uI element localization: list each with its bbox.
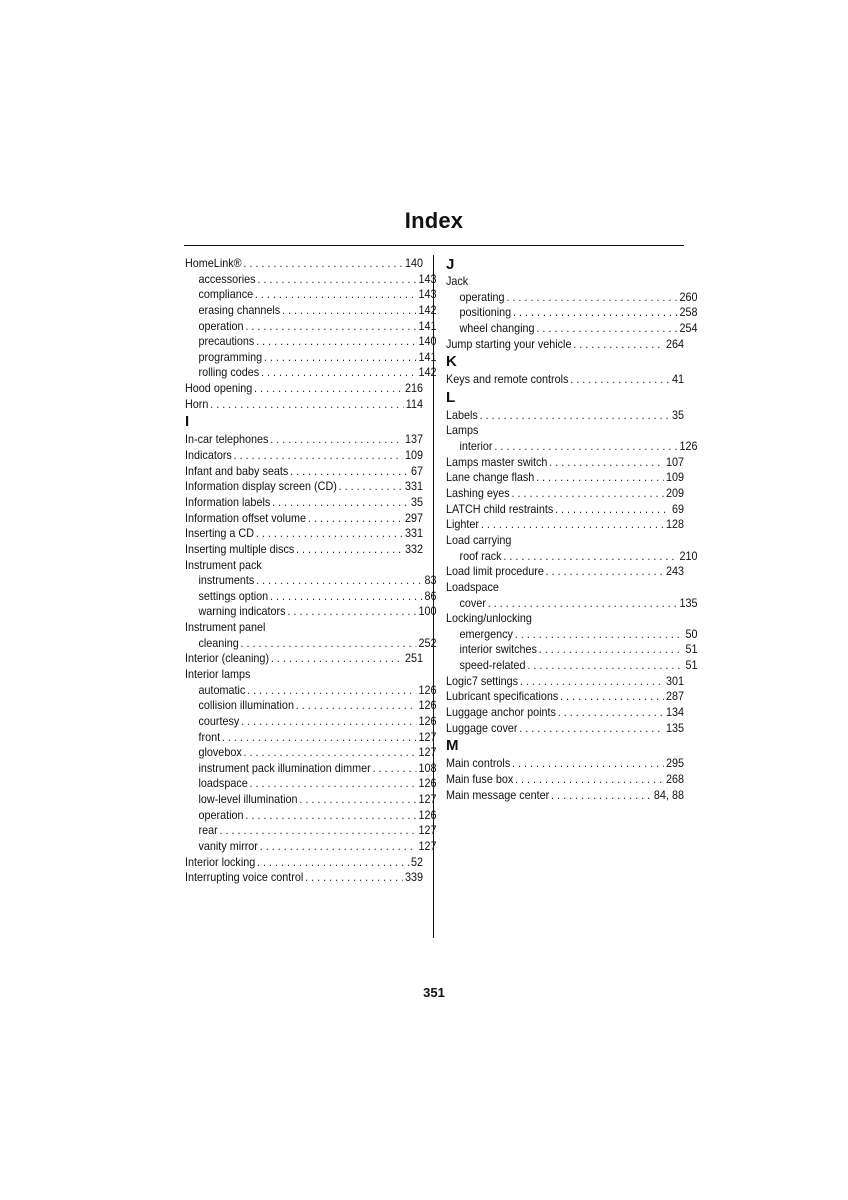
dot-leader xyxy=(290,464,409,480)
index-page-ref: 84, 88 xyxy=(653,787,684,802)
dot-leader xyxy=(520,674,664,690)
index-term: Loadspace xyxy=(446,579,499,594)
dot-leader xyxy=(282,303,417,319)
index-entry xyxy=(185,448,423,464)
index-page-ref: 126 xyxy=(679,439,698,454)
index-subentry xyxy=(185,823,436,839)
index-entry xyxy=(185,464,423,480)
index-entry xyxy=(446,788,684,804)
index-entry xyxy=(185,479,423,495)
index-term: accessories xyxy=(198,271,256,286)
index-entry xyxy=(446,486,684,502)
index-entry xyxy=(446,580,684,596)
index-page-ref: 52 xyxy=(410,854,423,869)
index-page-ref: 252 xyxy=(418,635,437,650)
index-term: speed-related xyxy=(459,658,526,673)
dot-leader xyxy=(513,305,678,321)
index-page-ref: 128 xyxy=(665,517,684,532)
index-term: Inserting multiple discs xyxy=(185,541,295,556)
dot-leader xyxy=(261,365,417,381)
index-term: Jack xyxy=(446,273,469,288)
index-letter-heading: M xyxy=(446,737,459,755)
index-term: Keys and remote controls xyxy=(446,372,569,387)
index-term: Instrument panel xyxy=(185,620,266,635)
index-entry xyxy=(446,372,684,388)
index-term: Main fuse box xyxy=(446,771,514,786)
index-page-ref: 135 xyxy=(679,595,698,610)
index-page-ref: 109 xyxy=(665,470,684,485)
index-subentry xyxy=(446,290,697,306)
index-term: Logic7 settings xyxy=(446,673,519,688)
index-letter-heading: I xyxy=(185,413,190,431)
dot-leader xyxy=(243,256,403,272)
index-term: interior switches xyxy=(459,642,537,657)
index-subentry xyxy=(185,714,436,730)
dot-leader xyxy=(264,350,417,366)
dot-leader xyxy=(506,290,677,306)
index-entry xyxy=(185,651,423,667)
index-page-ref: 209 xyxy=(665,486,684,501)
index-term: Lubricant specifications xyxy=(446,689,559,704)
index-page-ref: 143 xyxy=(418,287,437,302)
dot-leader xyxy=(503,549,677,565)
index-term: Lamps xyxy=(446,423,479,438)
index-subentry xyxy=(185,604,436,620)
index-page-ref: 135 xyxy=(665,720,684,735)
index-term: loadspace xyxy=(198,776,248,791)
index-subentry xyxy=(185,730,436,746)
index-entry xyxy=(446,337,684,353)
index-entry xyxy=(446,564,684,580)
dot-leader xyxy=(551,788,652,804)
index-term: cover xyxy=(459,595,486,610)
index-term: Load carrying xyxy=(446,532,512,547)
index-term: operation xyxy=(198,318,244,333)
dot-leader xyxy=(308,511,403,527)
index-term: warning indicators xyxy=(198,604,286,619)
dot-leader xyxy=(558,705,664,721)
dot-leader xyxy=(536,470,664,486)
index-page-ref: 339 xyxy=(404,870,423,885)
index-subentry xyxy=(185,365,436,381)
index-term: courtesy xyxy=(198,713,240,728)
index-page-ref: 126 xyxy=(418,713,437,728)
dot-leader xyxy=(210,397,404,413)
dot-leader xyxy=(271,651,403,667)
index-entry xyxy=(446,408,684,424)
index-page-ref: 258 xyxy=(679,305,698,320)
index-term: precautions xyxy=(198,334,255,349)
index-page-ref: 126 xyxy=(418,807,437,822)
index-entry xyxy=(185,855,423,871)
index-subentry xyxy=(185,698,436,714)
index-page-ref: 134 xyxy=(665,705,684,719)
index-page-ref: 295 xyxy=(665,756,684,771)
index-term: operation xyxy=(198,807,244,822)
index-entry xyxy=(446,455,684,471)
dot-leader xyxy=(256,334,416,350)
index-entry xyxy=(446,674,684,690)
index-subentry xyxy=(185,589,436,605)
index-page-ref: 50 xyxy=(685,626,698,641)
index-term: low-level illumination xyxy=(198,792,298,807)
index-term: Interrupting voice control xyxy=(185,870,304,885)
index-term: HomeLink® xyxy=(185,255,242,270)
index-subentry xyxy=(446,642,697,658)
index-page-ref: 143 xyxy=(418,271,437,286)
dot-leader xyxy=(244,745,417,761)
index-page-ref: 69 xyxy=(671,501,684,516)
index-entry xyxy=(185,870,423,886)
dot-leader xyxy=(241,636,417,652)
index-page-ref: 331 xyxy=(404,526,423,541)
dot-leader xyxy=(257,272,416,288)
index-subentry xyxy=(185,792,436,808)
dot-leader xyxy=(270,432,403,448)
index-term: cleaning xyxy=(198,635,239,650)
dot-leader xyxy=(241,714,417,730)
dot-leader xyxy=(512,756,664,772)
index-page-ref: 137 xyxy=(404,432,423,447)
index-column-right xyxy=(446,256,698,803)
index-subentry xyxy=(185,303,436,319)
index-term: Luggage anchor points xyxy=(446,705,556,719)
index-term: Lighter xyxy=(446,517,480,532)
index-page-ref: 251 xyxy=(404,651,423,666)
dot-leader xyxy=(245,808,416,824)
dot-leader xyxy=(515,627,684,643)
dot-leader xyxy=(511,486,664,502)
index-page-ref: 35 xyxy=(671,407,684,422)
index-term: Lamps master switch xyxy=(446,454,548,469)
index-page-ref: 142 xyxy=(418,365,437,380)
dot-leader xyxy=(257,855,409,871)
index-page-ref: 67 xyxy=(410,463,423,478)
index-subentry xyxy=(446,549,697,565)
index-page-ref: 127 xyxy=(418,745,437,760)
index-term: In-car telephones xyxy=(185,432,269,447)
index-entry xyxy=(185,620,423,636)
dot-leader xyxy=(296,698,417,714)
index-page-ref: 260 xyxy=(679,289,698,304)
dot-leader xyxy=(555,502,670,518)
index-term: positioning xyxy=(459,305,512,320)
index-term: collision illumination xyxy=(198,698,294,713)
dot-leader xyxy=(245,319,416,335)
index-page-ref: 301 xyxy=(665,673,684,688)
index-page-ref: 108 xyxy=(418,760,437,775)
index-term: Horn xyxy=(185,396,209,411)
dot-leader xyxy=(272,495,409,511)
dot-leader xyxy=(287,604,416,620)
dot-leader xyxy=(270,589,423,605)
index-term: emergency xyxy=(459,626,513,641)
dot-leader xyxy=(247,683,417,699)
index-term: Main controls xyxy=(446,756,511,771)
index-term: Information offset volume xyxy=(185,510,307,525)
index-entry xyxy=(446,689,684,705)
dot-leader xyxy=(339,479,403,495)
index-term: Locking/unlocking xyxy=(446,611,532,626)
index-page-ref: 127 xyxy=(418,823,437,838)
index-term: glovebox xyxy=(198,745,242,760)
dot-leader xyxy=(536,321,677,337)
dot-leader xyxy=(373,761,417,777)
index-page-ref: 268 xyxy=(665,771,684,786)
index-entry xyxy=(446,533,684,549)
dot-leader xyxy=(255,287,417,303)
dot-leader xyxy=(234,448,404,464)
index-term: wheel changing xyxy=(459,320,535,335)
index-entry xyxy=(446,721,684,737)
index-entry xyxy=(446,470,684,486)
index-entry xyxy=(446,517,684,533)
index-page-ref: 140 xyxy=(418,334,437,349)
dot-leader xyxy=(220,823,417,839)
index-page-ref: 114 xyxy=(405,396,423,411)
index-page-ref: 107 xyxy=(665,454,684,469)
dot-leader xyxy=(254,381,403,397)
index-subentry xyxy=(185,761,436,777)
index-term: Labels xyxy=(446,407,478,422)
dot-leader xyxy=(527,658,683,674)
dot-leader xyxy=(260,839,417,855)
index-entry xyxy=(185,542,423,558)
index-letter-heading: K xyxy=(446,353,457,371)
index-subentry xyxy=(446,596,697,612)
index-page-ref: 127 xyxy=(418,729,437,744)
index-subentry xyxy=(185,287,436,303)
dot-leader xyxy=(222,730,417,746)
index-subentry xyxy=(446,439,697,455)
index-term: Inserting a CD xyxy=(185,526,255,541)
index-term: Instrument pack xyxy=(185,557,262,572)
index-subentry xyxy=(185,350,436,366)
index-subentry xyxy=(446,321,697,337)
dot-leader xyxy=(546,564,664,580)
index-page-ref: 51 xyxy=(685,642,698,657)
index-page-ref: 126 xyxy=(418,698,437,713)
index-page-ref: 41 xyxy=(671,372,684,387)
index-page-ref: 210 xyxy=(679,548,698,563)
index-term: Information display screen (CD) xyxy=(185,479,337,494)
index-term: automatic xyxy=(198,682,246,697)
index-page-ref: 35 xyxy=(410,494,423,509)
dot-leader xyxy=(299,792,416,808)
index-page-ref: 141 xyxy=(418,349,437,364)
index-page-ref: 332 xyxy=(404,541,423,556)
index-entry xyxy=(185,667,423,683)
index-term: Interior lamps xyxy=(185,667,251,681)
index-term: front xyxy=(198,729,221,744)
index-term: Infant and baby seats xyxy=(185,463,289,478)
index-term: interior xyxy=(459,439,493,454)
index-page-ref: 109 xyxy=(404,448,423,463)
index-term: rolling codes xyxy=(198,365,260,380)
index-page-ref: 86 xyxy=(424,588,437,603)
index-term: Interior (cleaning) xyxy=(185,651,270,666)
index-term: LATCH child restraints xyxy=(446,501,554,516)
index-page-ref: 126 xyxy=(418,776,437,791)
dot-leader xyxy=(256,526,403,542)
dot-leader xyxy=(494,439,677,455)
index-page-ref: 264 xyxy=(665,336,684,351)
index-subentry xyxy=(185,319,436,335)
index-term: Lane change flash xyxy=(446,470,535,485)
dot-leader xyxy=(481,517,664,533)
index-entry xyxy=(185,256,423,272)
index-page-ref: 216 xyxy=(404,381,423,396)
dot-leader xyxy=(256,573,423,589)
page-number: 351 xyxy=(423,985,445,1000)
dot-leader xyxy=(488,596,678,612)
index-entry xyxy=(446,611,684,627)
index-subentry xyxy=(185,334,436,350)
index-page-ref: 243 xyxy=(665,564,684,579)
index-column-left xyxy=(185,255,437,886)
index-entry xyxy=(446,705,684,721)
index-term: Interior locking xyxy=(185,854,256,869)
index-subentry xyxy=(185,636,436,652)
dot-leader xyxy=(570,372,670,388)
index-page-ref: 142 xyxy=(418,302,437,317)
index-page-ref: 83 xyxy=(424,573,437,588)
index-term: vanity mirror xyxy=(198,839,258,854)
index-entry xyxy=(185,558,423,574)
index-entry xyxy=(446,502,684,518)
index-term: roof rack xyxy=(459,548,502,563)
index-page-ref: 297 xyxy=(404,510,423,525)
index-term: instrument pack illumination dimmer xyxy=(198,760,371,775)
index-entry xyxy=(185,381,423,397)
index-letter-heading: J xyxy=(446,256,455,273)
title-rule xyxy=(184,245,684,246)
dot-leader xyxy=(549,455,664,471)
dot-leader xyxy=(573,337,664,353)
index-term: Luggage cover xyxy=(446,720,518,735)
index-term: erasing channels xyxy=(198,302,281,317)
index-entry xyxy=(185,432,423,448)
index-letter-heading: L xyxy=(446,388,456,406)
dot-leader xyxy=(296,542,403,558)
dot-leader xyxy=(519,721,664,737)
index-term: Load limit procedure xyxy=(446,564,544,579)
index-subentry xyxy=(446,627,697,643)
index-subentry xyxy=(185,683,436,699)
index-subentry xyxy=(185,777,436,793)
page-title: Index xyxy=(404,208,464,233)
index-page-ref: 287 xyxy=(665,689,684,704)
index-term: Jump starting your vehicle xyxy=(446,336,572,351)
index-term: instruments xyxy=(198,573,255,588)
index-page-ref: 100 xyxy=(418,604,437,619)
index-entry xyxy=(446,423,684,439)
index-entry xyxy=(446,772,684,788)
dot-leader xyxy=(480,408,671,424)
index-entry xyxy=(185,495,423,511)
index-subentry xyxy=(446,305,697,321)
index-page-ref: 51 xyxy=(685,658,698,673)
index-term: programming xyxy=(198,349,263,364)
dot-leader xyxy=(305,870,403,886)
index-term: operating xyxy=(459,289,505,304)
index-page-ref: 141 xyxy=(418,318,437,333)
index-page-ref: 127 xyxy=(418,839,437,854)
index-term: Hood opening xyxy=(185,381,253,396)
index-term: compliance xyxy=(198,287,254,302)
index-entry xyxy=(185,397,423,413)
dot-leader xyxy=(250,776,417,792)
index-entry xyxy=(185,526,423,542)
index-term: rear xyxy=(198,823,218,838)
index-page-ref: 331 xyxy=(404,479,423,494)
index-entry xyxy=(446,756,684,772)
index-subentry xyxy=(185,839,436,855)
index-page-ref: 254 xyxy=(679,320,698,335)
index-page-ref: 140 xyxy=(404,255,423,270)
index-entry xyxy=(185,511,423,527)
dot-leader xyxy=(560,689,664,705)
index-term: Information labels xyxy=(185,494,271,509)
index-term: Lashing eyes xyxy=(446,486,510,501)
dot-leader xyxy=(515,772,664,788)
index-term: Indicators xyxy=(185,448,232,463)
dot-leader xyxy=(539,642,684,658)
index-subentry xyxy=(446,658,697,674)
index-subentry xyxy=(185,745,436,761)
index-subentry xyxy=(185,573,436,589)
index-entry xyxy=(446,274,684,290)
index-term: Main message center xyxy=(446,787,550,802)
index-page-ref: 126 xyxy=(418,682,437,697)
index-term: settings option xyxy=(198,588,269,603)
index-subentry xyxy=(185,808,436,824)
index-page-ref: 127 xyxy=(418,792,437,807)
index-subentry xyxy=(185,272,436,288)
